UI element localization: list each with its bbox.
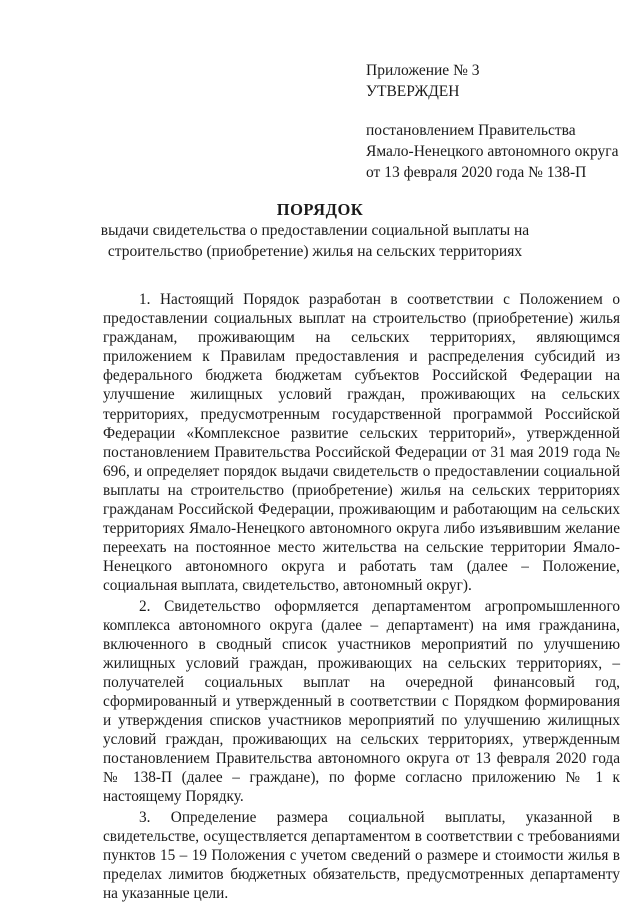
paragraph-2: 2. Свидетельство оформляется департаментом агропромышленного комплекса автономного округа (далее – департамент) на имя гражданина, включенного в сводный список участников мероприятий по улучшению жилищных условий граждан, проживающих на сельских территориях, – получателей социальных выплат на очередной финансовый год, сформированный и утвержденный в соответствии с Порядком формирования и утверждения списков участников мероприятий по улучшению жилищных условий граждан, проживающих на сельских территориях, утвержденным постановлением Правительства автономного округа от 13 февраля 2020 года № 138-П (далее – граждане), по форме согласно приложению № 1 к настоящему Порядку.: [103, 597, 620, 806]
paragraph-3: 3. Определение размера социальной выплаты, указанной в свидетельстве, осуществляется департаментом в соответствии с требованиями пунктов 15 – 19 Положения с учетом сведений о размере и стоимости жилья в пределах лимитов бюджетных обязательств, предусмотренных департаменту на указанные цели.: [103, 808, 620, 902]
paragraph-1: 1. Настоящий Порядок разработан в соответствии с Положением о предоставлении социальных выплат на строительство (приобретение) жилья гражданам, проживающим на сельских территориях, являющимся приложением к Правилам предоставления и распределения субсидий из федерального бюджета бюджетам субъектов Российской Федерации на улучшение жилищных условий граждан, проживающих на сельских территориях, предусмотренным государственной программой Российской Федерации «Комплексное развитие сельских территорий», утвержденной постановлением Правительства Российской Федерации от 31 мая 2019 года № 696, и определяет порядок выдачи свидетельств о предоставлении социальной выплаты на строительство (приобретение) жилья на сельских территориях гражданам Российской Федерации, проживающим и работающим на сельских территориях Ямало-Ненецкого автономного округа либо изъявившим желание переехать на постоянное место жительства на сельские территории Ямало-Ненецкого автономного округа и работать там (далее – Положение, социальная выплата, свидетельство, автономный округ).: [103, 291, 620, 595]
header-spacer: [366, 102, 628, 120]
approval-line-1: постановлением Правительства: [366, 122, 576, 139]
document-body: [103, 290, 620, 904]
approval-header: [366, 60, 628, 183]
document-subtitle: выдачи свидетельства о предоставлении социальной выплаты на строительство (приобретение) жилья на сельских территориях: [100, 222, 530, 260]
approved-stamp-text: УТВЕРЖДЕН: [366, 83, 460, 100]
approval-line-2: Ямало-Ненецкого автономного округа: [366, 143, 619, 160]
appendix-number: Приложение № 3: [366, 62, 480, 79]
document-title: ПОРЯДОК: [276, 200, 364, 219]
approval-line-3: от 13 февраля 2020 года № 138-П: [366, 164, 587, 181]
